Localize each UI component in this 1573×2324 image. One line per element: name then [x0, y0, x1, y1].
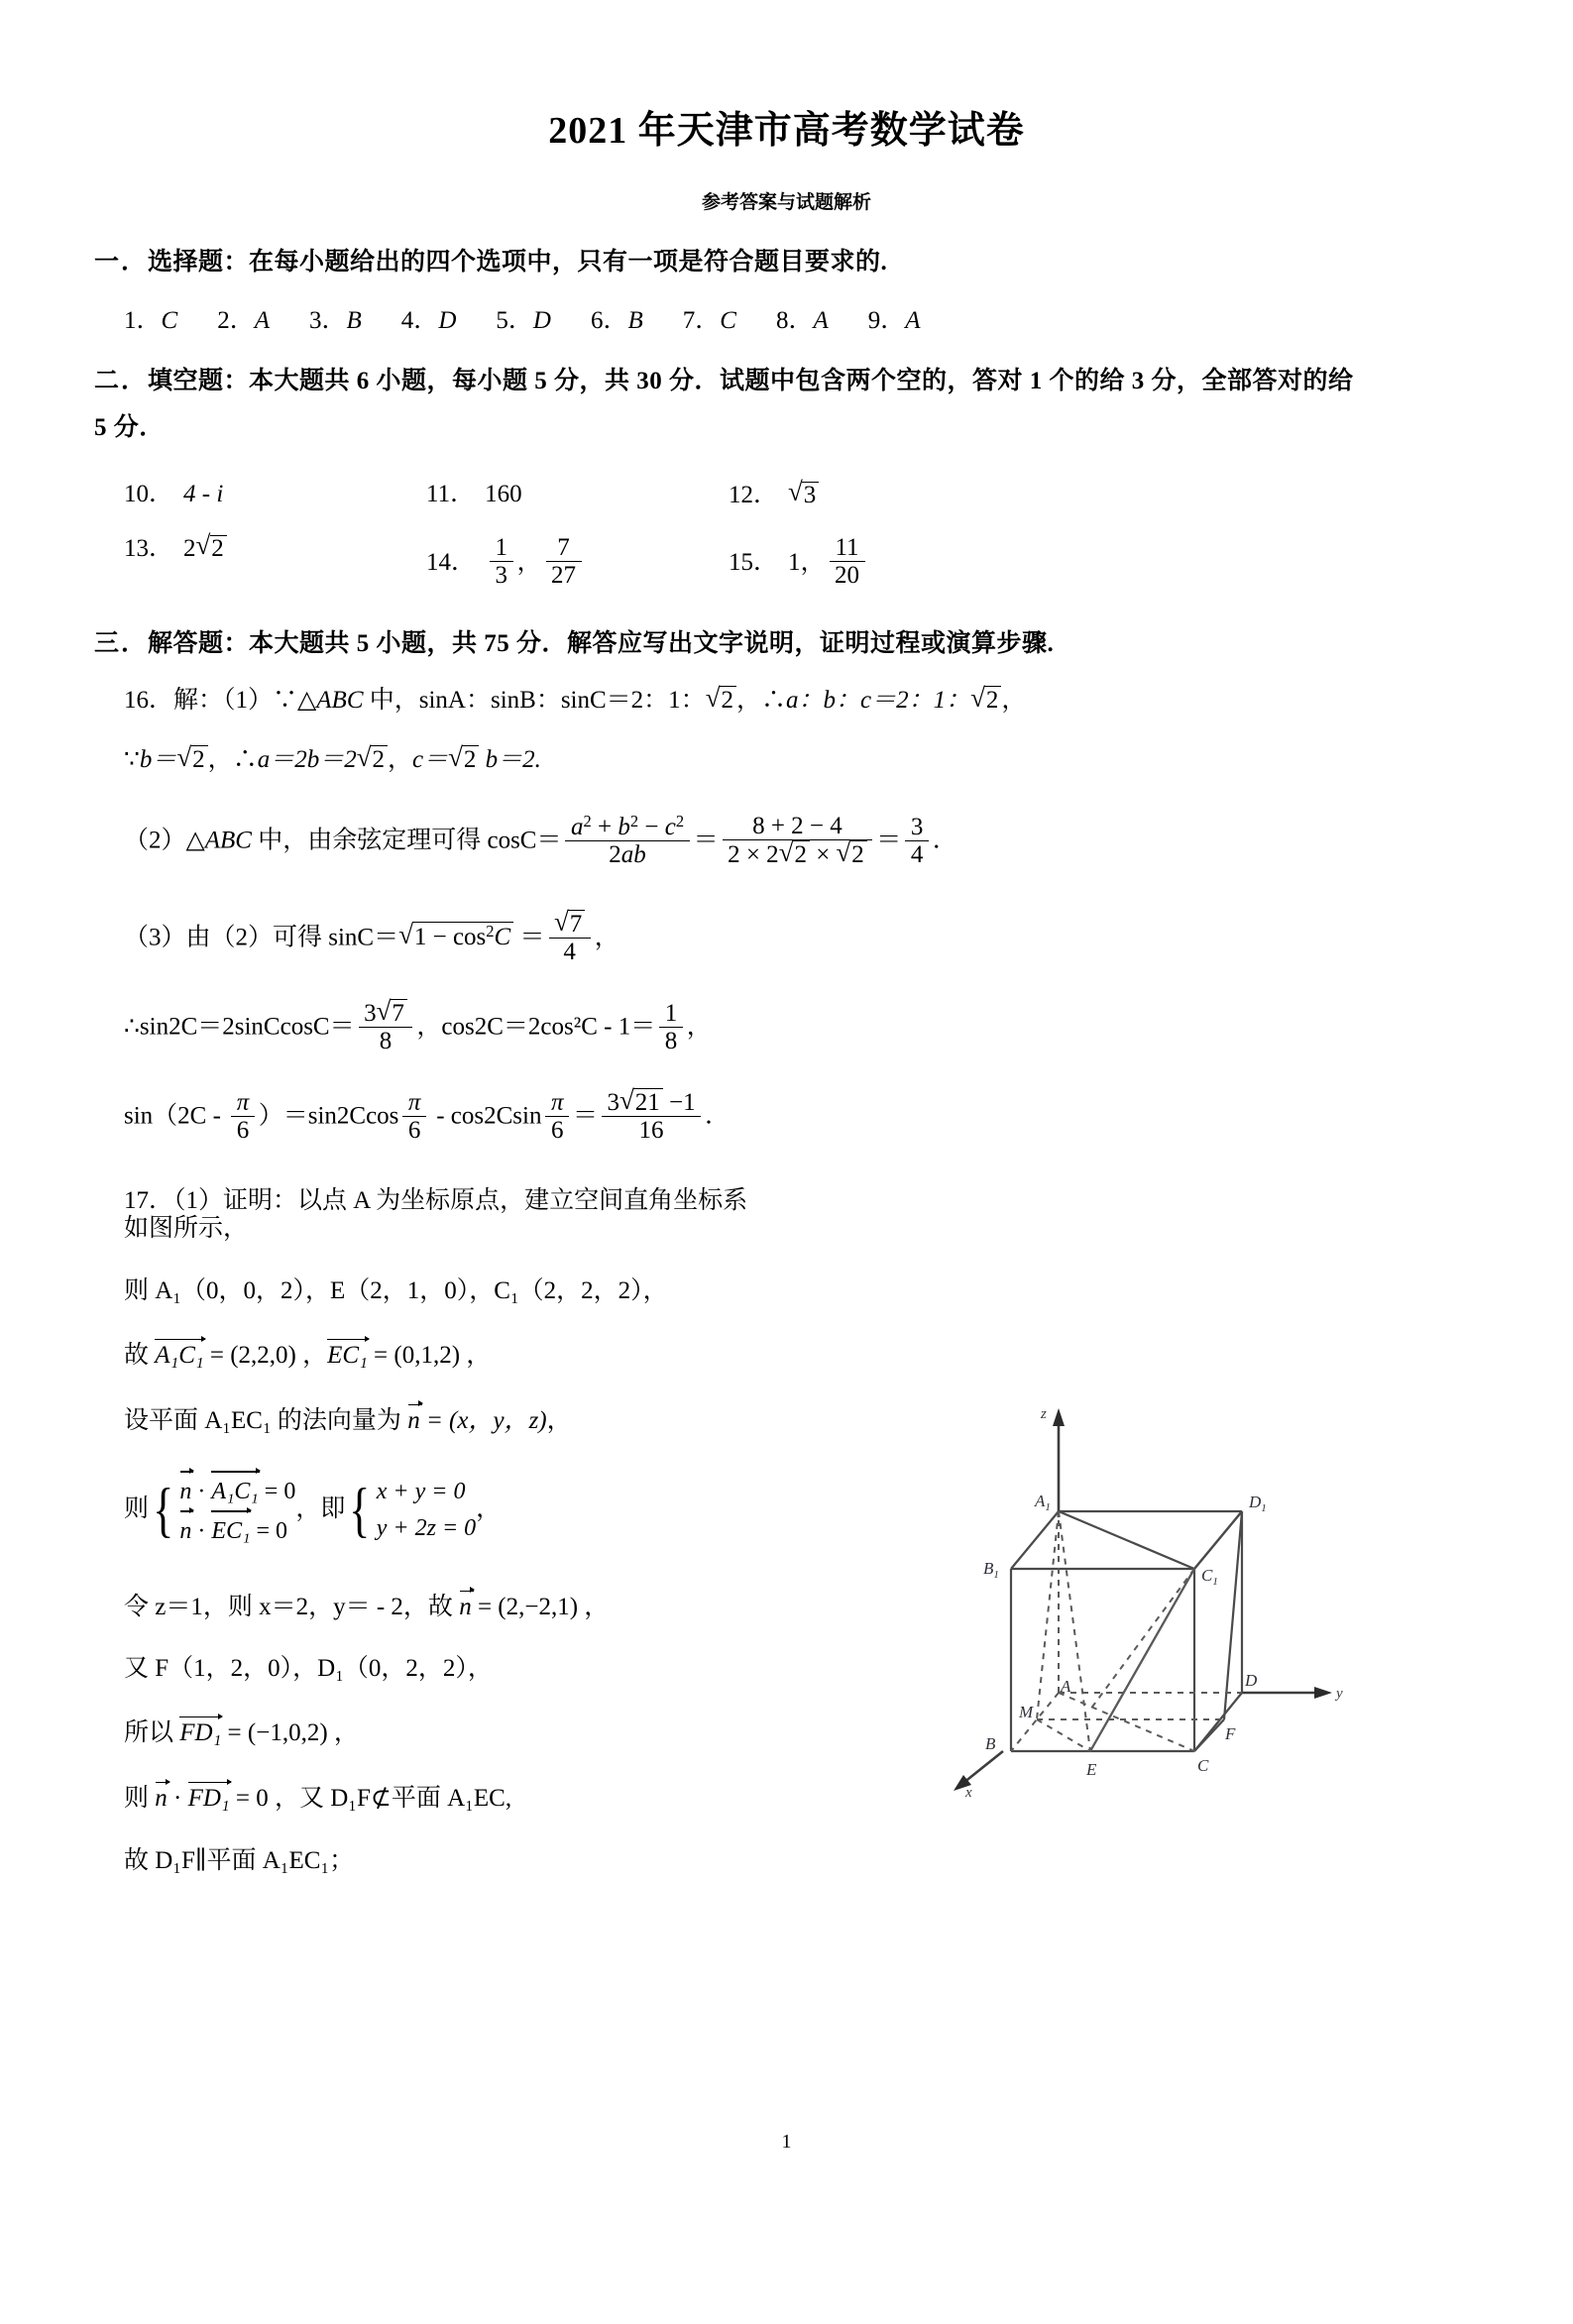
left-brace-icon-2: { [349, 1477, 371, 1545]
because-symbol-2: ∵ [124, 745, 140, 773]
q16-radicand-10: 7 [391, 999, 407, 1027]
q16-sqrt-1 [706, 686, 736, 716]
system-rows-2 [377, 1474, 476, 1547]
vector-n-4 [459, 1591, 472, 1622]
therefore-symbol: ∴ [760, 687, 786, 714]
q16-frac7-den: 6 [231, 1116, 255, 1144]
dot-operator-3: · [167, 1784, 188, 1812]
q16-fraction-2 [723, 813, 873, 868]
q16-sqrt-2 [970, 686, 1001, 716]
mc-letter: D [438, 307, 457, 334]
q11-label: 11． [426, 481, 476, 507]
system-row-2 [179, 1510, 295, 1550]
q12-sqrt [788, 482, 819, 507]
q16-fraction-10 [602, 1088, 701, 1144]
q16-line-5 [94, 1001, 1484, 1056]
mc-letter: C [720, 307, 736, 334]
mc-answer-7 [683, 308, 736, 333]
vector-fd1-label: FD₁ [179, 1719, 222, 1747]
mc-letter: A [813, 307, 829, 334]
vector-ec1-label: EC₁ [327, 1341, 368, 1369]
q12-radicand: 3 [802, 482, 819, 507]
mc-letter: B [346, 307, 362, 334]
label-A: A [1061, 1677, 1071, 1696]
q17-line-6 [94, 1591, 758, 1622]
q16-sin-expr-mid1: ）＝sin2Ccos [258, 1102, 399, 1130]
mc-number: 9． [867, 307, 906, 334]
vector-n-label-3: n [179, 1518, 192, 1545]
q16-line-3 [94, 812, 1484, 870]
label-C: C [1197, 1756, 1209, 1775]
mc-answer-5 [496, 308, 551, 333]
therefore-symbol-2: ∴ [232, 745, 258, 773]
q16-comma-3: ， [207, 745, 233, 773]
q17-ze-label-2: 则 [124, 1784, 156, 1812]
q16-cosine-law-text: 中，由余弦定理可得 cosC＝ [251, 827, 562, 854]
vector-n-label-5: n [155, 1784, 168, 1812]
q16-frac2-num: 8 + 2 − 4 [752, 813, 843, 840]
segment-ME-hidden [1037, 1719, 1090, 1751]
q16-frac1-num: $a^2 + b^2 - c^2$ [570, 812, 685, 841]
system-row-2-eq: = 0 [250, 1518, 287, 1545]
mc-answer-2 [217, 308, 270, 333]
segment-EC1-hidden [1090, 1569, 1194, 1751]
vector-n-3 [179, 1510, 191, 1550]
answer-q11 [426, 482, 729, 506]
q16-comma-2: ， [1001, 687, 1027, 714]
section-one-text: 在每小题给出的四个选项中，只有一项是符合题目要求的. [249, 249, 888, 276]
q16-line-6 [94, 1090, 1484, 1146]
q16-sqrt-5 [448, 745, 479, 775]
q16-eq-3: ＝ [513, 924, 545, 951]
x-axis [963, 1751, 1003, 1783]
q16-comma-6: ， [416, 1013, 442, 1041]
fill-blank-row-1 [94, 482, 1484, 507]
vector-ec1-2 [211, 1511, 250, 1550]
mc-letter: A [254, 307, 270, 334]
q16-frac8-den: 6 [402, 1116, 426, 1144]
q16-sqrt-7 [837, 840, 867, 868]
q16-frac4-num [549, 910, 591, 938]
q16-frac5-coef: 3 [364, 1000, 377, 1028]
q17-line-3 [94, 1340, 758, 1371]
vector-n-label: n [407, 1406, 420, 1434]
q17-comma-1: ， [295, 1341, 328, 1369]
q16-radicand-7: 2 [850, 840, 867, 868]
z-axis-label: z [1041, 1406, 1047, 1422]
answer-q10 [124, 482, 426, 506]
q16-radicand-9: 7 [568, 910, 585, 938]
fill-blank-row-2 [94, 535, 1484, 590]
q16-frac4-den: 4 [549, 938, 591, 965]
equation-system-2 [345, 1474, 476, 1547]
q16-sqrt-4 [357, 745, 388, 775]
q17-line-1: 17．（1）证明：以点 A 为坐标原点，建立空间直角坐标系如图所示， [124, 1186, 748, 1243]
q14-separator: ， [516, 549, 542, 576]
q16-sin2c-text: sin2C＝2sinCcosC＝ [139, 1013, 355, 1041]
q16-fraction-5 [359, 999, 413, 1054]
q17-comma-6: ， [327, 1719, 359, 1747]
q14-den-2: 27 [546, 561, 582, 589]
answer-q13 [124, 535, 426, 561]
mc-number: 1． [124, 307, 162, 334]
q16-frac2-den-pre: 2 × 2 [728, 841, 779, 869]
q16-radicand-3: 2 [191, 745, 208, 775]
q17-let-z-text: 令 z＝1，则 x＝2，y＝ - 2，故 [124, 1593, 460, 1620]
q10-label: 10． [124, 481, 174, 507]
q17-line-8 [94, 1717, 758, 1748]
q16-cos2c-text: cos2C＝2cos²C - 1＝ [441, 1013, 656, 1041]
q17-comma-2: ， [460, 1341, 492, 1369]
q16-sin-expr-mid2: - cos2Csin [429, 1102, 542, 1130]
mc-number: 8． [775, 307, 814, 334]
page-number: 1 [781, 2131, 792, 2153]
q16-number: 16． [124, 687, 174, 714]
q16-frac9-den: 6 [545, 1116, 569, 1144]
q16-frac1-den: 2ab [565, 840, 689, 868]
q14-num-2: 7 [557, 533, 570, 561]
q16-a-value: a＝2b＝2 [257, 745, 357, 773]
system-row-3: x + y = 0 [376, 1479, 466, 1505]
q16-frac10-den: 16 [602, 1116, 701, 1144]
q12-label: 12． [729, 481, 779, 508]
q16-comma-4: ， [387, 745, 412, 773]
label-M: M [1019, 1703, 1034, 1721]
q16-fraction-8 [402, 1089, 426, 1144]
q16-frac8-num: π [407, 1088, 421, 1116]
q16-frac6-den: 8 [659, 1027, 683, 1054]
q17-dot-product-eq: = 0 [229, 1784, 269, 1812]
answer-q14 [426, 535, 729, 590]
q16-line-4 [94, 912, 1484, 967]
q17-ze-label: 则 [124, 1495, 150, 1523]
q17-normal-text: 设平面 A₁EC₁ 的法向量为 [124, 1406, 408, 1434]
q16-fraction-7 [231, 1089, 255, 1144]
vector-a1c1-value: = (2,2,0) [203, 1341, 296, 1369]
vector-n-5 [155, 1782, 168, 1814]
equation-system-1 [149, 1471, 295, 1550]
q13-coefficient: 2 [183, 534, 196, 562]
vector-fd1-label-2: FD₁ [187, 1784, 230, 1812]
vector-fd1 [179, 1717, 221, 1748]
page-title: 2021 年天津市高考数学试卷 [548, 110, 1025, 152]
q16-period-2: ． [705, 1102, 730, 1130]
q11-value: 160 [485, 481, 522, 507]
q15-fraction [830, 534, 865, 589]
segment-A1M-hidden [1037, 1511, 1059, 1719]
q17-comma-3: ， [546, 1406, 572, 1434]
q16-fraction-4 [549, 910, 591, 965]
q13-radicand: 2 [210, 535, 227, 561]
system-rows-1 [179, 1471, 295, 1550]
q17-line-10: 故 D₁F∥平面 A₁EC₁； [124, 1846, 355, 1874]
q16-radicand-5: 2 [462, 745, 479, 775]
q16-frac10-coef: 3 [607, 1089, 619, 1117]
q16-fraction-3 [905, 814, 929, 868]
q16-frac10-tail: −1 [662, 1089, 696, 1117]
q16-part3-label: （3）由（2）可得 sinC＝ [124, 924, 399, 951]
section-two-text: 本大题共 6 小题，每小题 5 分，共 30 分．试题中包含两个空的，答对 1 个的给 3 分，全部答对的给 [249, 368, 1354, 394]
mc-letter: A [905, 307, 921, 334]
q17-suoyi-label: 所以 [124, 1719, 180, 1747]
q14-num-1: 1 [495, 533, 508, 561]
section-three-text: 本大题共 5 小题，共 75 分．解答应写出文字说明，证明过程或演算步骤. [249, 630, 1055, 657]
q16-frac7-num: π [236, 1088, 250, 1116]
q16-radicand-1: 2 [720, 686, 736, 716]
answer-q15 [729, 535, 1031, 590]
q16-frac9-num: π [550, 1088, 564, 1116]
q17-line-4 [94, 1404, 758, 1436]
q16-radicand-6: 2 [793, 840, 810, 868]
q16-sin-expr-head: sin（2C - [124, 1102, 228, 1130]
q16-radicand-11: 21 [633, 1088, 663, 1116]
multiple-choice-answers [94, 308, 1484, 333]
q16-frac5-den: 8 [359, 1027, 413, 1054]
q16-sqrt-10 [377, 999, 407, 1027]
label-D1: $D_1$ [1249, 1493, 1267, 1514]
mc-number: 2． [217, 307, 255, 334]
q16-comma-1: ， [735, 687, 761, 714]
vector-n-label-4: n [459, 1593, 472, 1620]
because-symbol: ∵ [273, 687, 298, 714]
q16-frac3-den: 4 [905, 840, 929, 868]
cube-hidden-edges [1011, 1511, 1242, 1751]
q16-sqrt-6 [779, 840, 810, 868]
q14-label: 14． [426, 549, 477, 576]
y-axis-arrow-icon [1314, 1687, 1332, 1699]
q15-first-value: 1， [788, 549, 826, 576]
label-B: B [985, 1734, 996, 1753]
q17-line-5 [94, 1471, 758, 1550]
mc-letter: B [627, 307, 643, 334]
q16-frac5-num [359, 999, 413, 1027]
vector-ec1-label-2: EC₁ [211, 1518, 251, 1545]
vector-ec1 [327, 1340, 368, 1371]
section-three-label: 解答题： [148, 630, 250, 657]
segment-A1E-hidden [1059, 1511, 1090, 1751]
answer-q12 [729, 482, 1031, 507]
q16-radicand-4: 2 [371, 745, 388, 775]
q14-den-1: 3 [490, 561, 513, 589]
q16-line-1 [94, 686, 1484, 716]
mc-number: 3． [309, 307, 347, 334]
q17-comma-4: ， [476, 1495, 502, 1523]
segment-C1-inner-hidden [1090, 1569, 1194, 1710]
q16-sqrt-3 [176, 745, 207, 775]
segment-D1F [1224, 1511, 1242, 1719]
q16-b-value: b＝ [139, 745, 177, 773]
q16-sine-ratio-text: 中，sinA：sinB：sinC＝2：1： [363, 687, 706, 714]
q10-value: 4 - i [183, 481, 224, 507]
q16-sqrt-8 [398, 922, 513, 952]
q13-sqrt [196, 535, 227, 561]
cube-diagram [942, 1383, 1358, 1799]
q16-solve-label: 解：（1） [173, 687, 274, 714]
system-row-1 [179, 1471, 295, 1510]
system-row-1-eq: = 0 [258, 1479, 296, 1505]
q17-not-in-plane-text: ，又 D₁F⊄平面 A₁EC, [268, 1784, 512, 1812]
q16-frac2-den [723, 839, 873, 868]
left-brace-icon: { [153, 1477, 174, 1545]
edge-AB-hidden [1011, 1693, 1059, 1751]
vector-n-solved-value: = (2,−2,1) [471, 1593, 579, 1620]
mc-answer-4 [401, 308, 457, 333]
section-three-heading [94, 631, 1484, 656]
q16-sqrt-9 [554, 910, 585, 938]
z-axis-arrow-icon [1053, 1408, 1065, 1426]
vector-a1c1 [155, 1340, 203, 1371]
q16-comma-7: ， [686, 1013, 712, 1041]
vector-n-2 [179, 1471, 191, 1510]
segment-AC-hidden [1059, 1693, 1194, 1751]
q17-gu-label: 故 [124, 1341, 156, 1369]
vector-a1c1-label: A₁C₁ [155, 1341, 204, 1369]
mc-answer-8 [776, 308, 829, 333]
q16-fraction-9 [545, 1089, 569, 1144]
mc-letter: C [161, 307, 178, 334]
x-axis-label: x [965, 1785, 972, 1799]
q17-line-7: 又 F（1，2，0），D₁（0，2，2）， [124, 1655, 493, 1683]
label-B1: $B_1$ [983, 1559, 999, 1581]
q16-triangle: △ABC [297, 687, 364, 714]
segment-CF [1194, 1719, 1224, 1751]
q15-num: 11 [835, 533, 859, 561]
cube-diagram-svg [942, 1383, 1358, 1799]
q16-sqrt-11 [619, 1088, 663, 1116]
q16-eq-1: ＝ [693, 827, 719, 854]
mc-answer-6 [591, 308, 643, 333]
section-two-heading [94, 369, 1484, 393]
q16-frac3-num: 3 [910, 813, 924, 840]
mc-number: 5． [496, 307, 533, 334]
q17-line-9 [94, 1782, 818, 1814]
section-three-lead: 三． [94, 630, 149, 657]
mc-number: 7． [682, 307, 721, 334]
vector-n-value: = (x，y，z) [419, 1406, 547, 1434]
q15-den: 20 [830, 561, 865, 589]
q16-radicand-2: 2 [984, 686, 1001, 716]
q16-triangle-2: △ABC [185, 827, 252, 854]
section-two-lead: 二． [94, 368, 149, 394]
section-two-heading-cont: 5 分． [94, 414, 165, 441]
mc-number: 4． [400, 307, 439, 334]
vector-n [407, 1404, 420, 1436]
vector-fd1-2 [188, 1783, 230, 1814]
system-row-4: y + 2z = 0 [376, 1515, 477, 1542]
q16-fraction-6 [659, 1000, 683, 1054]
vector-a1c1-2 [211, 1472, 258, 1510]
edge-C1D1 [1194, 1511, 1242, 1569]
label-F: F [1225, 1724, 1236, 1743]
q16-frac2-den-mid: × [809, 841, 837, 869]
section-one-heading [94, 250, 1484, 275]
section-one-lead: 一． [94, 249, 149, 276]
page-subtitle: 参考答案与试题解析 [701, 192, 871, 213]
mc-number: 6． [590, 307, 628, 334]
q16-period-1: ． [932, 827, 957, 854]
dot-operator-1: · [191, 1479, 212, 1505]
q16-part2-label: （2） [124, 827, 186, 854]
q13-label: 13． [124, 534, 174, 562]
edge-A1B1 [1011, 1511, 1059, 1569]
section-two-label: 填空题： [148, 368, 250, 394]
q16-eq-2: ＝ [876, 827, 902, 854]
label-C1: $C_1$ [1201, 1566, 1218, 1588]
y-axis-label: y [1336, 1686, 1343, 1702]
document-page [0, 99, 1573, 2324]
q16-c-value: c＝ [411, 745, 449, 773]
label-A1: $A_1$ [1035, 1492, 1051, 1513]
section-one-label: 选择题： [148, 249, 250, 276]
mc-answer-9 [868, 308, 921, 333]
q16-fraction-1 [565, 813, 689, 868]
mc-answer-3 [309, 308, 362, 333]
therefore-symbol-3: ∴ [124, 1013, 140, 1041]
q16-line-2 [94, 745, 1484, 775]
label-E: E [1086, 1760, 1097, 1779]
q17-ji-label: ，即 [295, 1495, 346, 1523]
mc-answer-1 [124, 308, 177, 333]
q16-radicand-8: $1 - \cos^2C$ [412, 922, 513, 952]
edge-A1C1 [1059, 1511, 1194, 1569]
label-D: D [1245, 1671, 1258, 1690]
vector-a1c1-label-2: A₁C₁ [211, 1479, 259, 1505]
q16-comma-5: ， [594, 924, 619, 951]
dot-operator-2: · [191, 1518, 212, 1545]
mc-letter: D [532, 307, 551, 334]
vector-n-label-2: n [179, 1479, 192, 1505]
q16-side-ratio: a：b：c＝2：1： [785, 687, 971, 714]
q17-line-2: 则 A₁（0，0，2），E（2，1，0），C₁（2，2，2）， [124, 1277, 668, 1304]
q16-c-tail: b＝2. [479, 745, 541, 773]
q15-label: 15． [729, 549, 779, 576]
q14-fraction-1 [490, 534, 513, 589]
vector-fd1-value: = (−1,0,2) [221, 1719, 328, 1747]
q16-frac6-num: 1 [664, 999, 678, 1027]
q16-frac10-num [602, 1088, 701, 1116]
q17-comma-5: ， [578, 1593, 610, 1620]
q14-fraction-2 [546, 534, 582, 589]
q16-eq-4: ＝ [572, 1102, 598, 1130]
vector-ec1-value: = (0,1,2) [367, 1341, 461, 1369]
